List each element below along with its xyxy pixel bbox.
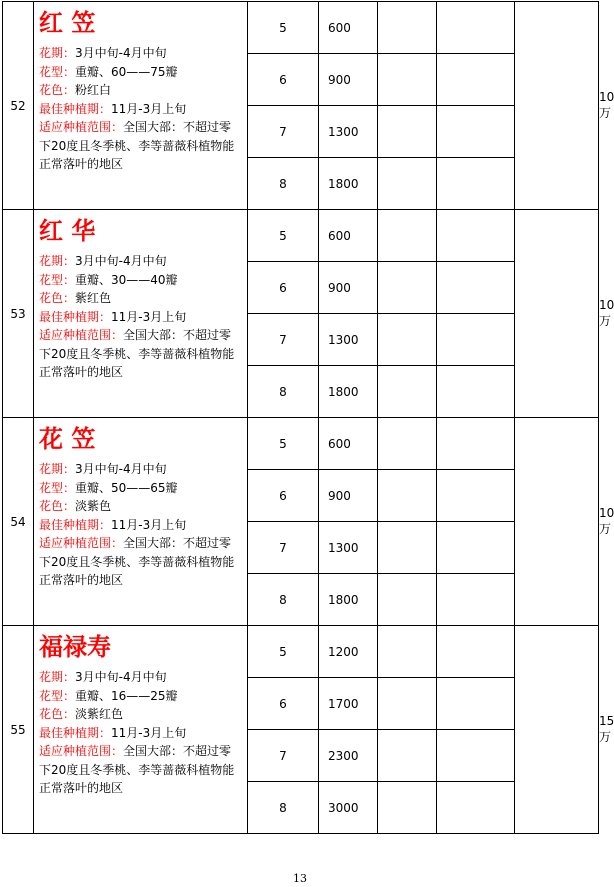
color-line [39, 705, 247, 724]
range-value: 全国大部：不超过零下20度且冬季桃、李等蔷薇科植物能正常落叶的地区 [39, 120, 235, 171]
empty-cell-b [437, 678, 515, 730]
size-cell: 8 [248, 158, 319, 210]
size-cell: 6 [248, 54, 319, 106]
empty-cell-a [378, 262, 437, 314]
empty-cell-a [378, 54, 437, 106]
size-cell: 7 [248, 730, 319, 782]
empty-cell-a [378, 574, 437, 626]
range-label: 适应种植范围： [39, 328, 124, 342]
bloom-label: 花期： [39, 670, 76, 684]
color-label: 花色： [39, 291, 76, 305]
variety-name: 红 华 [39, 217, 96, 245]
type-value: 重瓣、60——75瓣 [75, 64, 178, 79]
empty-cell-b [437, 262, 515, 314]
size-cell: 7 [248, 106, 319, 158]
plant-line [39, 308, 247, 327]
variety-description [34, 2, 248, 210]
price-cell: 600 [319, 2, 378, 54]
color-value: 淡紫色 [75, 499, 112, 513]
type-line [39, 63, 247, 82]
size-cell: 5 [248, 418, 319, 470]
range-value: 全国大部：不超过零下20度且冬季桃、李等蔷薇科植物能正常落叶的地区 [39, 328, 235, 379]
range-label: 适应种植范围： [39, 536, 124, 550]
entry-index: 53 [3, 210, 34, 418]
plant-value: 11月-3月上旬 [111, 101, 187, 116]
type-label: 花型： [39, 688, 76, 703]
type-line [39, 687, 247, 706]
type-value: 重瓣、16——25瓣 [75, 688, 178, 703]
empty-cell-b [437, 54, 515, 106]
empty-cell-a [378, 522, 437, 574]
type-label: 花型： [39, 64, 76, 79]
price-cell: 1200 [319, 626, 378, 678]
type-line [39, 479, 247, 498]
empty-cell-a [378, 782, 437, 834]
empty-cell-a [378, 470, 437, 522]
price-cell: 2300 [319, 730, 378, 782]
empty-cell-b [437, 366, 515, 418]
range-line [39, 534, 241, 590]
plant-label: 最佳种植期： [39, 725, 112, 740]
price-cell: 1800 [319, 366, 378, 418]
price-cell: 1300 [319, 522, 378, 574]
empty-cell-b [437, 314, 515, 366]
price-cell: 1800 [319, 574, 378, 626]
price-cell: 900 [319, 470, 378, 522]
type-value: 重瓣、30——40瓣 [75, 272, 178, 287]
empty-cell-b [437, 522, 515, 574]
empty-cell-a [378, 366, 437, 418]
empty-cell-b [437, 470, 515, 522]
empty-cell-b [437, 574, 515, 626]
plant-value: 11月-3月上旬 [111, 517, 187, 532]
plant-value: 11月-3月上旬 [111, 725, 187, 740]
plant-line [39, 100, 247, 119]
range-value: 全国大部：不超过零下20度且冬季桃、李等蔷薇科植物能正常落叶的地区 [39, 536, 235, 587]
color-line [39, 289, 247, 308]
size-cell: 5 [248, 626, 319, 678]
empty-cell-a [378, 626, 437, 678]
size-cell: 6 [248, 470, 319, 522]
bloom-value: 3月中旬-4月中旬 [75, 46, 167, 60]
price-cell: 1700 [319, 678, 378, 730]
color-value: 淡紫红色 [75, 707, 124, 721]
bloom-line [39, 460, 247, 479]
size-cell: 6 [248, 678, 319, 730]
size-cell: 8 [248, 366, 319, 418]
entry-index: 52 [3, 2, 34, 210]
range-line [39, 742, 241, 798]
size-cell: 6 [248, 262, 319, 314]
bloom-value: 3月中旬-4月中旬 [75, 462, 167, 476]
size-cell: 5 [248, 210, 319, 262]
empty-cell-b [437, 158, 515, 210]
variety-description [34, 210, 248, 418]
empty-cell-a [378, 418, 437, 470]
bloom-value: 3月中旬-4月中旬 [75, 254, 167, 268]
bloom-value: 3月中旬-4月中旬 [75, 670, 167, 684]
price-cell: 1300 [319, 314, 378, 366]
plant-label: 最佳种植期： [39, 517, 112, 532]
plant-line [39, 516, 247, 535]
catalog-table [2, 1, 614, 834]
color-line [39, 81, 247, 100]
page-number: 13 [293, 872, 307, 885]
price-cell: 900 [319, 262, 378, 314]
color-label: 花色： [39, 707, 76, 721]
empty-cell-a [378, 158, 437, 210]
empty-cell-b [437, 2, 515, 54]
type-value: 重瓣、50——65瓣 [75, 480, 178, 495]
plant-label: 最佳种植期： [39, 309, 112, 324]
empty-cell-a [378, 210, 437, 262]
empty-cell-a [378, 106, 437, 158]
type-line [39, 271, 247, 290]
price-cell: 1300 [319, 106, 378, 158]
table-row: 53 红 华 花期：3月中旬-4月中旬 花型：重瓣、30——40瓣 花色：紫红色 最佳种植期：11月-3月上旬 适应种植范围：全国大部：不超过零下20度且冬季桃、李等蔷薇科植物能正常落叶的地区 5 600 10万 [3, 210, 599, 262]
variety-name: 福禄寿 [39, 633, 111, 661]
color-value: 粉红白 [75, 83, 112, 97]
bloom-line [39, 252, 247, 271]
variety-description [34, 626, 248, 834]
range-line [39, 326, 241, 382]
price-cell: 900 [319, 54, 378, 106]
empty-cell-b [437, 210, 515, 262]
price-cell: 3000 [319, 782, 378, 834]
plant-value: 11月-3月上旬 [111, 309, 187, 324]
table-row: 54 花 笠 花期：3月中旬-4月中旬 花型：重瓣、50——65瓣 花色：淡紫色 最佳种植期：11月-3月上旬 适应种植范围：全国大部：不超过零下20度且冬季桃、李等蔷薇科植物能正常落叶的地区 5 600 10万 [3, 418, 599, 470]
bloom-line [39, 44, 247, 63]
range-line [39, 118, 241, 174]
size-cell: 7 [248, 522, 319, 574]
variety-description [34, 418, 248, 626]
empty-cell-b [437, 782, 515, 834]
type-label: 花型： [39, 272, 76, 287]
size-cell: 7 [248, 314, 319, 366]
empty-cell-a [378, 314, 437, 366]
empty-cell-b [437, 106, 515, 158]
price-cell: 1800 [319, 158, 378, 210]
size-cell: 8 [248, 574, 319, 626]
bloom-label: 花期： [39, 462, 76, 476]
entry-index: 55 [3, 626, 34, 834]
empty-cell-a [378, 678, 437, 730]
range-value: 全国大部：不超过零下20度且冬季桃、李等蔷薇科植物能正常落叶的地区 [39, 744, 235, 795]
color-value: 紫红色 [75, 291, 112, 305]
empty-cell-b [437, 418, 515, 470]
plant-label: 最佳种植期： [39, 101, 112, 116]
variety-name: 红 笠 [39, 9, 96, 37]
empty-cell-b [437, 626, 515, 678]
range-label: 适应种植范围： [39, 744, 124, 758]
empty-cell-a [378, 2, 437, 54]
bloom-label: 花期： [39, 254, 76, 268]
table-row: 55 福禄寿 花期：3月中旬-4月中旬 花型：重瓣、16——25瓣 花色：淡紫红色 最佳种植期：11月-3月上旬 适应种植范围：全国大部：不超过零下20度且冬季桃、李等蔷薇科植物能正常落叶的地区 5 1200 15万 [3, 626, 599, 678]
bloom-line [39, 668, 247, 687]
color-label: 花色： [39, 83, 76, 97]
price-cell: 600 [319, 210, 378, 262]
variety-name: 花 笠 [39, 425, 96, 453]
color-label: 花色： [39, 499, 76, 513]
empty-cell-b [437, 730, 515, 782]
color-line [39, 497, 247, 516]
empty-cell-c [515, 626, 599, 834]
type-label: 花型： [39, 480, 76, 495]
size-cell: 5 [248, 2, 319, 54]
range-label: 适应种植范围： [39, 120, 124, 134]
bloom-label: 花期： [39, 46, 76, 60]
empty-cell-c [515, 2, 599, 210]
empty-cell-a [378, 730, 437, 782]
empty-cell-c [515, 210, 599, 418]
size-cell: 8 [248, 782, 319, 834]
entry-index: 54 [3, 418, 34, 626]
table-row: 52 红 笠 花期：3月中旬-4月中旬 花型：重瓣、60——75瓣 花色：粉红白 最佳种植期：11月-3月上旬 适应种植范围：全国大部：不超过零下20度且冬季桃、李等蔷薇科植物能正常落叶的地区 5 600 10万 [3, 2, 599, 54]
plant-line [39, 724, 247, 743]
price-cell: 600 [319, 418, 378, 470]
empty-cell-c [515, 418, 599, 626]
